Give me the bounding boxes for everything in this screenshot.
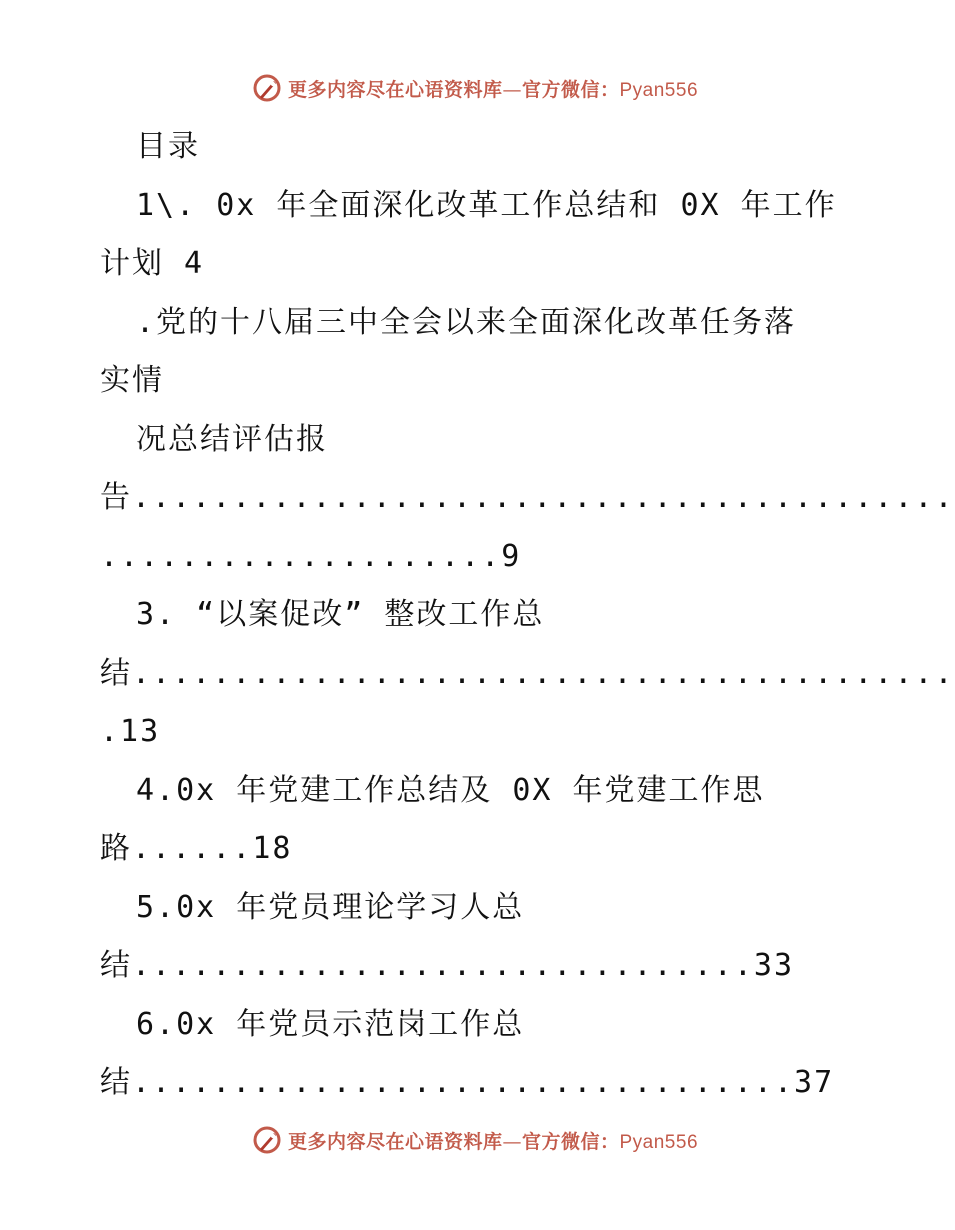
quill-logo-icon <box>252 73 282 103</box>
watermark-wechat-label: 官方微信： <box>521 78 620 101</box>
watermark-text <box>288 75 698 102</box>
watermark-separator: — <box>502 78 522 101</box>
watermark-wechat-id: Pyan556 <box>619 79 699 101</box>
watermark-brand: 更多内容尽在心语资料库 <box>287 1130 503 1153</box>
toc-line: .党的十八届三中全会以来全面深化改革任务落 <box>136 304 797 340</box>
toc-line: 况总结评估报 <box>136 421 328 457</box>
watermark-footer <box>0 1122 950 1158</box>
toc-title: 目录 <box>136 129 200 164</box>
toc-line: 计划 4 <box>100 246 205 281</box>
toc-line: 4.0x 年党建工作总结及 0X 年党建工作思 <box>136 772 765 808</box>
toc-line: .13 <box>100 714 161 749</box>
watermark-separator: — <box>502 1130 522 1153</box>
toc-line: 3. “以案促改” 整改工作总 <box>136 597 545 632</box>
toc-line: 告......................................... <box>100 480 955 515</box>
watermark-wechat-label: 官方微信： <box>521 1130 620 1153</box>
toc-line: 结...............................33 <box>100 948 795 983</box>
toc-line: 路......18 <box>100 831 293 866</box>
watermark-header <box>0 70 950 106</box>
toc-line: 6.0x 年党员示范岗工作总 <box>136 1006 525 1042</box>
toc-line: 5.0x 年党员理论学习人总 <box>136 889 525 925</box>
toc-line: ....................9 <box>100 538 522 574</box>
quill-logo-icon <box>252 1125 282 1155</box>
toc-line: 结.................................37 <box>100 1065 835 1100</box>
table-of-contents <box>100 118 955 1113</box>
watermark-wechat-id: Pyan556 <box>619 1131 699 1153</box>
toc-line: 1\. 0x 年全面深化改革工作总结和 0X 年工作 <box>136 187 837 223</box>
watermark-brand: 更多内容尽在心语资料库 <box>287 78 503 101</box>
toc-line: 结......................................... <box>100 655 955 691</box>
watermark-text <box>288 1127 698 1154</box>
toc-line: 实情 <box>100 363 164 398</box>
